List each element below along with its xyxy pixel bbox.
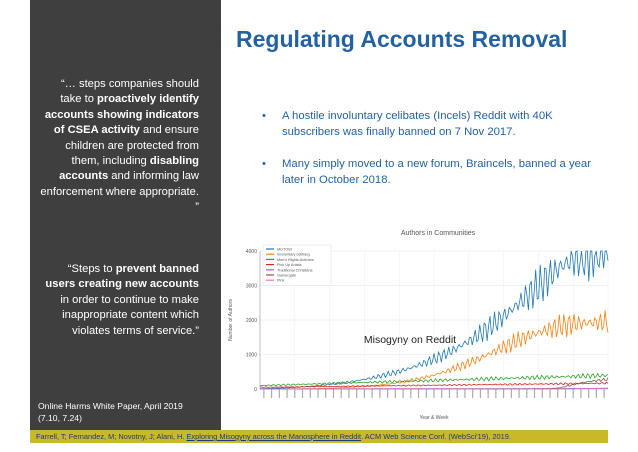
source-note <box>38 400 183 424</box>
chart-y-tick-label: 4000 <box>245 249 257 255</box>
authors-chart <box>224 223 612 423</box>
chart-y-tick-label: 2000 <box>245 318 257 324</box>
source-note-line2: (7.10, 7.24) <box>38 413 82 423</box>
citation-footer <box>30 430 608 443</box>
quote-csea-bold2: disabling accounts <box>59 155 199 183</box>
source-note-line1: Online Harms White Paper, April 2019 <box>38 401 183 411</box>
bullet-marker: • <box>262 110 266 122</box>
quote-csea-bold1: proactively identify accounts showing indicators of CSEA activity <box>44 93 199 137</box>
bullet-text: A hostile involuntary celibates (Incels) Reddit with 40K subscribers was finally banned on 7 Nov 2017. <box>282 110 553 138</box>
chart-y-axis-label: Number of Authors <box>228 299 234 341</box>
chart-legend-label: Traditional Christians <box>277 268 313 273</box>
chart-x-axis-label: Year & Week <box>419 415 449 421</box>
chart-legend-label: Pink <box>277 278 285 283</box>
quote-banned-part2: in order to continue to make inappropriate content which violates terms of service.” <box>60 293 199 337</box>
chart-svg <box>224 223 612 423</box>
quote-csea <box>39 77 199 216</box>
quote-csea-part3: and informing law enforcement where appropriate. ” <box>40 170 199 214</box>
quote-banned-users <box>39 262 199 339</box>
bullet-item-braincels <box>262 156 602 188</box>
chart-legend-label: Men's Rights Activism <box>277 257 314 262</box>
left-sidebar-panel <box>30 0 221 430</box>
quote-csea-part2: and ensure children are protected from them, including <box>65 124 199 168</box>
chart-y-tick-label: 1000 <box>245 352 257 359</box>
citation-link[interactable]: Exploring Misogyny across the Manosphere in Reddit <box>186 432 362 441</box>
bullet-marker: • <box>262 158 266 170</box>
bullet-text: Many simply moved to a new forum, Braincels, banned a year later in October 2018. <box>282 158 591 186</box>
quote-banned-bold1: prevent banned users creating new accounts <box>45 263 199 291</box>
chart-title: Authors in Communities <box>400 230 476 237</box>
slide-title: Regulating Accounts Removal <box>236 26 568 52</box>
chart-y-tick-label: 0 <box>254 387 257 393</box>
chart-legend-label: MGTOW <box>277 247 292 252</box>
bullet-list <box>262 108 602 204</box>
quote-csea-part1: “… steps companies should take to <box>60 78 199 106</box>
chart-legend-label: Pick Up Artists <box>277 263 302 268</box>
bullet-item-incels <box>262 108 602 140</box>
citation-prefix: Farrell, T; Fernandez, M; Novotny, J; Alani, H. <box>36 432 187 441</box>
chart-legend-label: Gamergate <box>277 273 296 278</box>
chart-y-tick-label: 3000 <box>245 283 257 290</box>
citation-suffix: . ACM Web Science Conf. (WebSci'19), 2019. <box>361 432 511 441</box>
chart-legend-label: involuntary celibacy <box>277 252 311 257</box>
quote-banned-part1: “Steps to <box>67 263 116 275</box>
chart-overlay-label: Misogyny on Reddit <box>363 334 457 346</box>
